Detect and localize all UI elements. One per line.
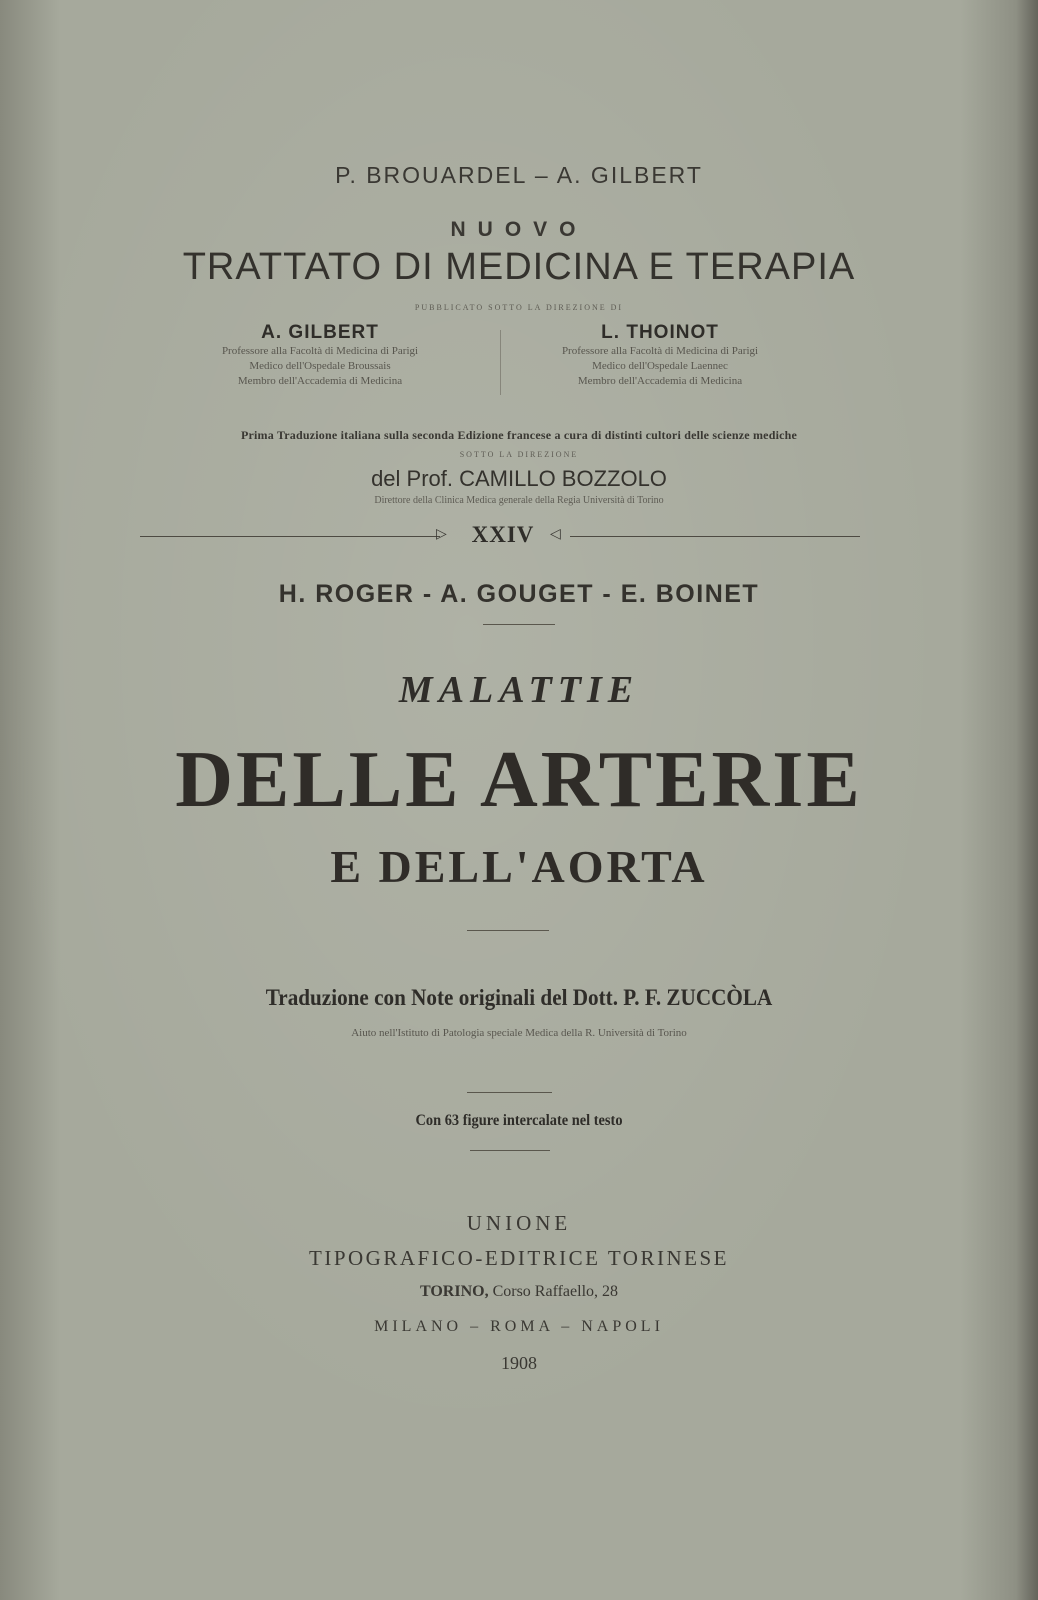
editor-affiliation: Direttore della Clinica Medica generale della Regia Università di Torino (374, 495, 664, 506)
ornament-line-right (570, 536, 860, 537)
divider-rule (467, 930, 549, 931)
director-title-line: Membro dell'Accademia di Medicina (237, 375, 403, 387)
director-gilbert (155, 322, 485, 389)
publisher-street: Corso Raffaello, 28 (492, 1283, 619, 1300)
arrow-right-icon: ▷ (436, 527, 447, 542)
director-name: L. THOINOT (601, 322, 719, 343)
figures-note: Con 63 figure intercalate nel testo (415, 1112, 623, 1129)
translator-line: Traduzione con Note originali del Dott. P. F. ZUCCÒLA (265, 985, 773, 1010)
volume-number: XXIV (471, 522, 535, 547)
translator-affiliation: Aiuto nell'Istituto di Patologia speciale Medica della R. Università di Torino (351, 1027, 687, 1039)
publisher-address (0, 1283, 1038, 1301)
publisher-cities: MILANO – ROMA – NAPOLI (374, 1318, 664, 1335)
director-title-line: Medico dell'Ospedale Broussais (249, 360, 391, 372)
divider-rule (467, 1092, 552, 1093)
ornament-line-left (140, 536, 440, 537)
volume-ornament (140, 522, 860, 550)
director-title-line: Medico dell'Ospedale Laennec (592, 360, 728, 372)
translation-note: Prima Traduzione italiana sulla seconda Edizione francese a cura di distinti cultori delle scienze mediche (240, 428, 798, 442)
publisher-line-1: UNIONE (466, 1211, 572, 1235)
arrow-left-icon: ◁ (550, 527, 561, 542)
series-title: TRATTATO DI MEDICINA E TERAPIA (182, 246, 856, 288)
publisher-city: TORINO, (419, 1283, 489, 1300)
publication-year: 1908 (501, 1353, 537, 1373)
divider-rule (483, 624, 555, 625)
series-nuovo-label: NUOVO (450, 218, 588, 241)
series-authors: P. BROUARDEL – A. GILBERT (335, 162, 703, 188)
director-title-line: Membro dell'Accademia di Medicina (577, 375, 743, 387)
publisher-line-2: TIPOGRAFICO-EDITRICE TORINESE (309, 1246, 729, 1270)
director-name: A. GILBERT (261, 322, 379, 343)
under-direction-label: SOTTO LA DIREZIONE (459, 450, 579, 459)
book-title-line-3: E DELL'AORTA (330, 841, 708, 892)
directed-by-label: PUBBLICATO SOTTO LA DIREZIONE DI (414, 303, 624, 312)
director-thoinot (495, 322, 825, 389)
book-title-line-1: MALATTIE (398, 669, 640, 711)
book-authors: H. ROGER - A. GOUGET - E. BOINET (278, 580, 760, 608)
book-title-line-2: DELLE ARTERIE (175, 736, 863, 824)
editor-name: del Prof. CAMILLO BOZZOLO (371, 466, 667, 491)
divider-rule (470, 1150, 550, 1151)
director-title-line: Professore alla Facoltà di Medicina di Parigi (221, 345, 419, 357)
director-title-line: Professore alla Facoltà di Medicina di Parigi (561, 345, 759, 357)
